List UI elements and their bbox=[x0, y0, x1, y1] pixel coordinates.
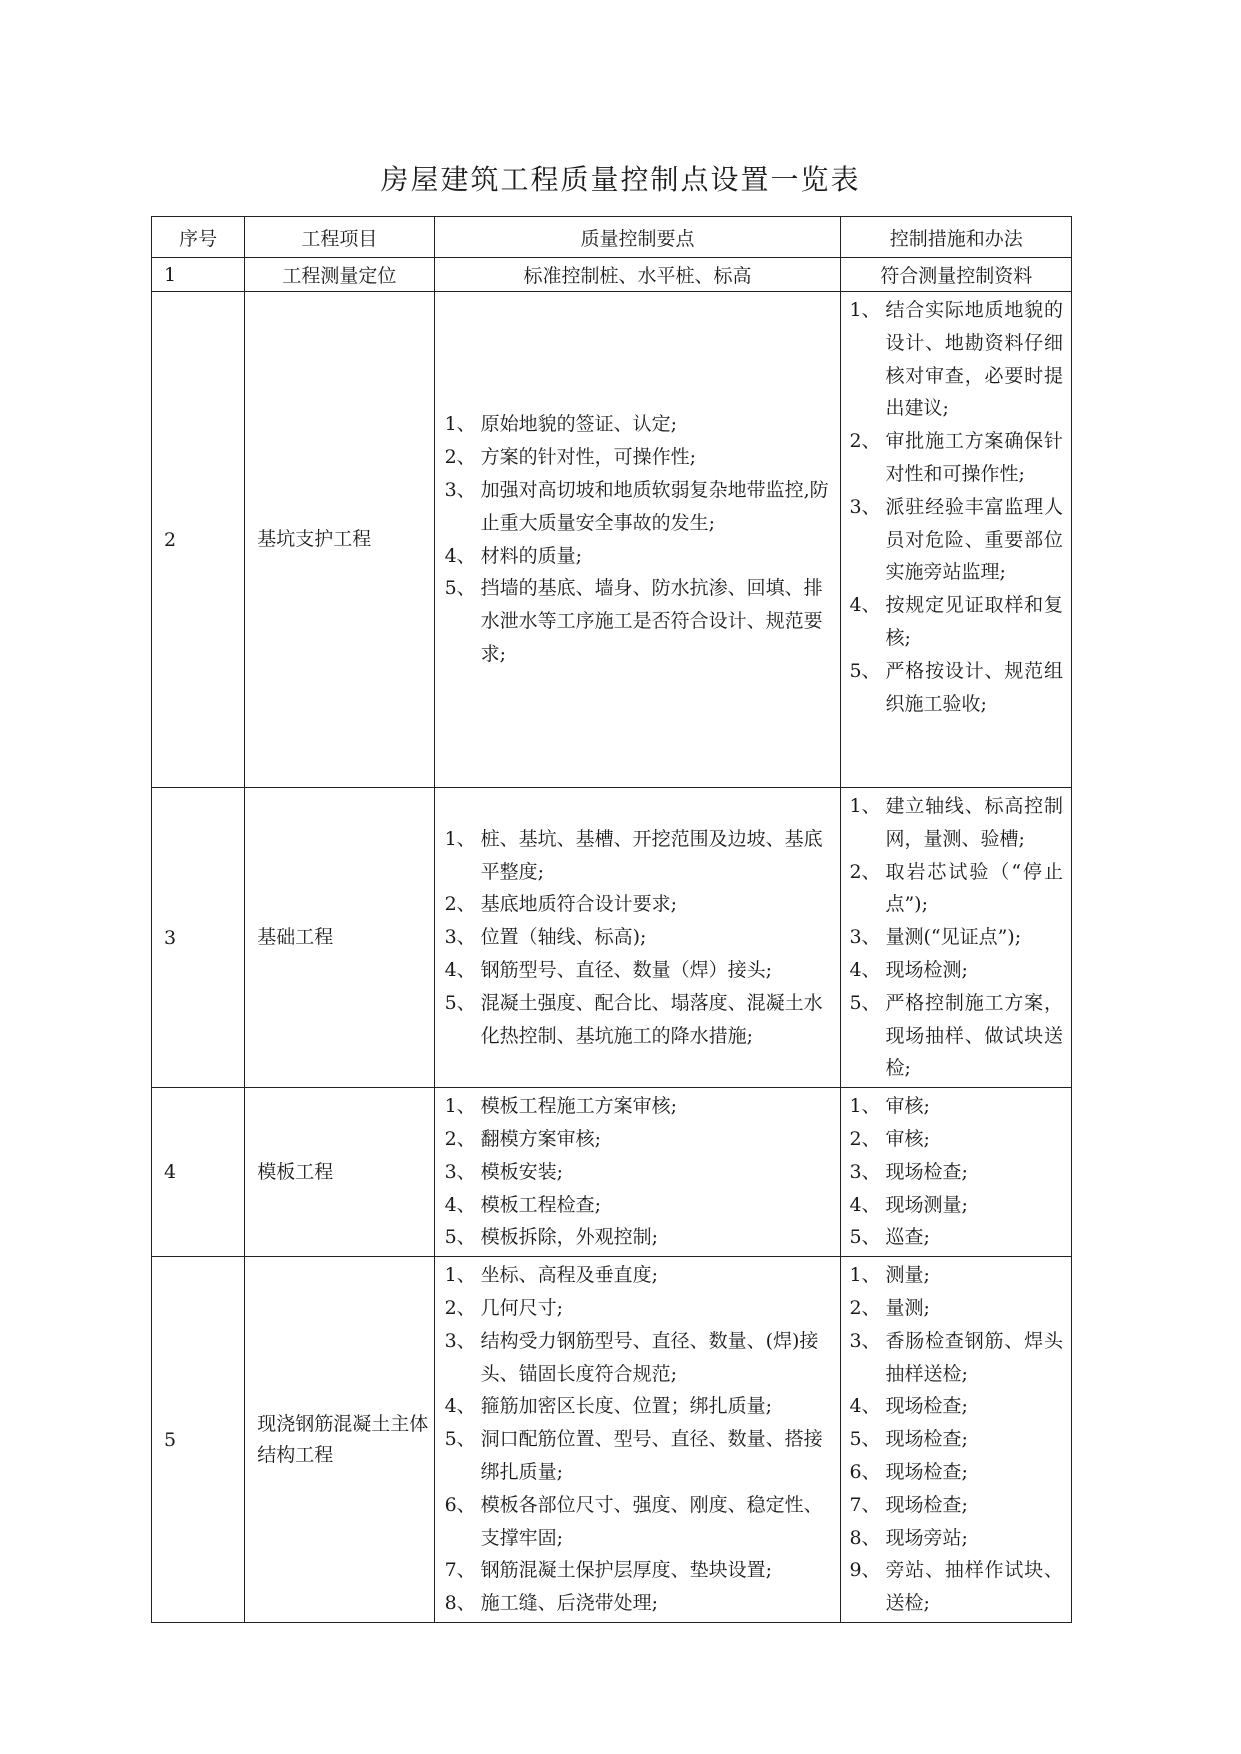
list-item bbox=[849, 1325, 1063, 1391]
item-number: 1、 bbox=[849, 299, 881, 321]
item-number: 2、 bbox=[849, 860, 881, 883]
list-item bbox=[445, 888, 835, 921]
item-text: 审核; bbox=[885, 1095, 930, 1118]
list-item bbox=[849, 856, 1063, 922]
item-number: 1、 bbox=[444, 827, 476, 850]
item-text: 模板各部位尺寸、强度、刚度、稳定性、支撑牢固; bbox=[480, 1493, 823, 1549]
item-text: 箍筋加密区长度、位置；绑扎质量; bbox=[480, 1395, 772, 1418]
row-measures: 符合测量控制资料 bbox=[841, 258, 1072, 292]
item-number: 5、 bbox=[444, 1226, 476, 1249]
list-item bbox=[849, 491, 1063, 589]
item-text: 取岩芯试验（“停止点”); bbox=[885, 860, 1063, 916]
table-row bbox=[152, 258, 1072, 292]
list-item bbox=[445, 1587, 835, 1620]
item-number: 8、 bbox=[444, 1592, 476, 1615]
item-number: 5、 bbox=[444, 1428, 476, 1451]
item-text: 量测(“见证点”); bbox=[885, 926, 1022, 949]
row-project: 模板工程 bbox=[245, 1088, 434, 1257]
row-measures bbox=[841, 788, 1072, 1088]
item-text: 现场测量; bbox=[885, 1193, 968, 1216]
item-number: 6、 bbox=[849, 1460, 881, 1483]
row-measures bbox=[841, 292, 1072, 788]
row-project: 基坑支护工程 bbox=[245, 292, 434, 788]
list-item bbox=[445, 572, 835, 670]
row-points: 标准控制桩、水平桩、标高 bbox=[434, 258, 841, 292]
list-item bbox=[849, 425, 1063, 491]
list-item bbox=[849, 1456, 1063, 1489]
list-item bbox=[849, 921, 1063, 954]
item-number: 4、 bbox=[849, 594, 881, 617]
item-number: 2、 bbox=[849, 1296, 881, 1319]
row-no: 5 bbox=[152, 1257, 245, 1623]
list-item bbox=[849, 655, 1063, 721]
list-item bbox=[849, 1123, 1063, 1156]
item-number: 7、 bbox=[444, 1559, 476, 1582]
item-text: 严格控制施工方案，现场抽样、做试块送检; bbox=[885, 991, 1063, 1080]
row-measures bbox=[841, 1088, 1072, 1257]
list-item bbox=[445, 1189, 835, 1222]
item-number: 3、 bbox=[849, 926, 881, 949]
item-number: 2、 bbox=[444, 893, 476, 916]
item-text: 几何尺寸; bbox=[480, 1296, 563, 1319]
points-list bbox=[445, 1090, 835, 1254]
list-item bbox=[445, 987, 835, 1053]
item-text: 位置（轴线、标高); bbox=[480, 926, 647, 949]
list-item bbox=[445, 921, 835, 954]
item-text: 巡查; bbox=[885, 1226, 930, 1249]
list-item bbox=[445, 1423, 835, 1489]
list-item bbox=[445, 474, 835, 540]
item-text: 结构受力钢筋型号、直径、数量、(焊)接头、锚固长度符合规范; bbox=[480, 1329, 819, 1385]
item-number: 8、 bbox=[849, 1526, 881, 1549]
item-text: 现场检查; bbox=[885, 1395, 968, 1418]
item-number: 4、 bbox=[444, 1395, 476, 1418]
list-item bbox=[849, 1489, 1063, 1522]
list-item bbox=[445, 1292, 835, 1325]
item-text: 施工缝、后浇带处理; bbox=[480, 1592, 658, 1615]
item-text: 翻模方案审核; bbox=[480, 1127, 601, 1150]
item-number: 9、 bbox=[849, 1559, 881, 1582]
measures-list bbox=[849, 294, 1063, 720]
header-no: 序号 bbox=[152, 217, 245, 258]
item-text: 现场检查; bbox=[885, 1493, 968, 1516]
item-text: 加强对高切坡和地质软弱复杂地带监控,防止重大质量安全事故的发生; bbox=[480, 478, 829, 534]
item-number: 2、 bbox=[444, 446, 476, 469]
list-item bbox=[849, 1156, 1063, 1189]
list-item bbox=[445, 1489, 835, 1555]
list-item bbox=[445, 823, 835, 889]
list-item bbox=[445, 441, 835, 474]
header-points: 质量控制要点 bbox=[434, 217, 841, 258]
row-no: 4 bbox=[152, 1088, 245, 1257]
item-number: 4、 bbox=[444, 958, 476, 981]
row-no: 1 bbox=[152, 258, 245, 292]
list-item bbox=[445, 1554, 835, 1587]
row-project: 基础工程 bbox=[245, 788, 434, 1088]
row-points bbox=[434, 788, 841, 1088]
table-row bbox=[152, 1257, 1072, 1623]
item-text: 审核; bbox=[885, 1127, 930, 1150]
item-number: 4、 bbox=[849, 1193, 881, 1216]
list-item bbox=[849, 1554, 1063, 1620]
item-text: 模板工程施工方案审核; bbox=[480, 1095, 677, 1118]
list-item bbox=[849, 294, 1063, 425]
list-item bbox=[849, 589, 1063, 655]
list-item bbox=[445, 1325, 835, 1391]
item-text: 量测; bbox=[885, 1296, 930, 1319]
item-number: 4、 bbox=[849, 958, 881, 981]
list-item bbox=[445, 540, 835, 573]
item-text: 旁站、抽样作试块、送检; bbox=[885, 1559, 1063, 1615]
header-project: 工程项目 bbox=[245, 217, 434, 258]
measures-list bbox=[849, 790, 1063, 1085]
item-number: 3、 bbox=[444, 1160, 476, 1183]
item-number: 4、 bbox=[849, 1395, 881, 1418]
item-number: 4、 bbox=[444, 544, 476, 567]
list-item bbox=[849, 1221, 1063, 1254]
item-text: 现场检查; bbox=[885, 1428, 968, 1451]
item-number: 1、 bbox=[444, 1264, 476, 1287]
item-text: 基底地质符合设计要求; bbox=[480, 893, 677, 916]
table-row bbox=[152, 1088, 1072, 1257]
table-row bbox=[152, 292, 1072, 788]
item-text: 钢筋型号、直径、数量（焊）接头; bbox=[480, 958, 772, 981]
list-item bbox=[849, 1189, 1063, 1222]
item-number: 4、 bbox=[444, 1193, 476, 1216]
item-number: 5、 bbox=[849, 1226, 881, 1249]
row-points bbox=[434, 1257, 841, 1623]
list-item bbox=[445, 1259, 835, 1292]
list-item bbox=[445, 1090, 835, 1123]
points-list bbox=[445, 408, 835, 670]
item-number: 1、 bbox=[444, 413, 476, 436]
list-item bbox=[445, 1123, 835, 1156]
list-item bbox=[849, 1292, 1063, 1325]
list-item bbox=[849, 1390, 1063, 1423]
list-item bbox=[445, 1221, 835, 1254]
measures-list bbox=[849, 1259, 1063, 1620]
list-item bbox=[849, 954, 1063, 987]
item-number: 3、 bbox=[444, 1329, 476, 1352]
list-item bbox=[849, 1522, 1063, 1555]
item-text: 派驻经验丰富监理人员对危险、重要部位实施旁站监理; bbox=[885, 495, 1063, 584]
row-points bbox=[434, 292, 841, 788]
item-number: 5、 bbox=[849, 991, 881, 1014]
item-number: 5、 bbox=[849, 1428, 881, 1451]
item-text: 现场检查; bbox=[885, 1460, 968, 1483]
item-text: 现场检查; bbox=[885, 1160, 968, 1183]
item-text: 桩、基坑、基槽、开挖范围及边坡、基底平整度; bbox=[480, 827, 823, 883]
item-text: 挡墙的基底、墙身、防水抗渗、回填、排水泄水等工序施工是否符合设计、规范要求; bbox=[480, 577, 823, 665]
list-item bbox=[849, 1259, 1063, 1292]
item-number: 1、 bbox=[849, 1095, 881, 1118]
item-number: 5、 bbox=[444, 991, 476, 1014]
item-number: 1、 bbox=[444, 1095, 476, 1118]
row-no: 2 bbox=[152, 292, 245, 788]
measures-list bbox=[849, 1090, 1063, 1254]
table-row bbox=[152, 788, 1072, 1088]
list-item bbox=[849, 1090, 1063, 1123]
item-text: 测量; bbox=[885, 1264, 930, 1287]
item-text: 材料的质量; bbox=[480, 544, 582, 567]
item-text: 按规定见证取样和复核; bbox=[885, 594, 1063, 649]
row-project: 工程测量定位 bbox=[245, 258, 434, 292]
item-text: 结合实际地质地貌的设计、地勘资料仔细核对审查，必要时提出建议; bbox=[885, 299, 1063, 420]
header-measures: 控制措施和办法 bbox=[841, 217, 1072, 258]
item-text: 洞口配筋位置、型号、直径、数量、搭接绑扎质量; bbox=[480, 1428, 823, 1483]
item-text: 钢筋混凝土保护层厚度、垫块设置; bbox=[480, 1559, 772, 1582]
item-text: 香肠检查钢筋、焊头抽样送检; bbox=[885, 1329, 1063, 1385]
item-number: 3、 bbox=[849, 1329, 881, 1352]
row-points bbox=[434, 1088, 841, 1257]
item-number: 3、 bbox=[849, 495, 881, 518]
item-number: 3、 bbox=[444, 478, 476, 501]
item-number: 1、 bbox=[849, 1264, 881, 1287]
points-list bbox=[445, 1259, 835, 1620]
item-number: 6、 bbox=[444, 1493, 476, 1516]
row-project: 现浇钢筋混凝土主体结构工程 bbox=[245, 1257, 434, 1623]
item-number: 1、 bbox=[849, 795, 881, 817]
item-text: 坐标、高程及垂直度; bbox=[480, 1264, 658, 1287]
item-text: 模板拆除，外观控制; bbox=[480, 1226, 658, 1249]
item-number: 7、 bbox=[849, 1493, 881, 1516]
points-list bbox=[445, 823, 835, 1053]
item-text: 方案的针对性，可操作性; bbox=[480, 446, 696, 469]
list-item bbox=[849, 1423, 1063, 1456]
row-measures bbox=[841, 1257, 1072, 1623]
list-item bbox=[445, 1156, 835, 1189]
list-item bbox=[445, 408, 835, 441]
item-text: 原始地貌的签证、认定; bbox=[480, 413, 677, 436]
list-item bbox=[849, 790, 1063, 856]
item-text: 模板工程检查; bbox=[480, 1193, 601, 1216]
quality-control-table bbox=[151, 216, 1072, 1623]
page-title: 房屋建筑工程质量控制点设置一览表 bbox=[380, 163, 861, 196]
item-number: 2、 bbox=[444, 1127, 476, 1150]
list-item bbox=[445, 954, 835, 987]
item-number: 2、 bbox=[849, 1127, 881, 1150]
item-number: 3、 bbox=[444, 926, 476, 949]
list-item bbox=[445, 1390, 835, 1423]
item-text: 建立轴线、标高控制网，量测、验槽; bbox=[885, 795, 1063, 850]
item-text: 审批施工方案确保针对性和可操作性; bbox=[885, 430, 1063, 485]
item-text: 现场旁站; bbox=[885, 1526, 968, 1549]
item-number: 5、 bbox=[444, 577, 476, 600]
item-text: 现场检测; bbox=[885, 958, 968, 981]
item-text: 模板安装; bbox=[480, 1160, 563, 1183]
item-number: 2、 bbox=[849, 430, 881, 453]
item-number: 3、 bbox=[849, 1160, 881, 1183]
item-text: 严格按设计、规范组织施工验收; bbox=[885, 659, 1063, 715]
item-text: 混凝土强度、配合比、塌落度、混凝土水化热控制、基坑施工的降水措施; bbox=[480, 991, 823, 1047]
table-header-row bbox=[152, 217, 1072, 258]
item-number: 5、 bbox=[849, 659, 881, 682]
row-no: 3 bbox=[152, 788, 245, 1088]
item-number: 2、 bbox=[444, 1296, 476, 1319]
list-item bbox=[849, 987, 1063, 1085]
